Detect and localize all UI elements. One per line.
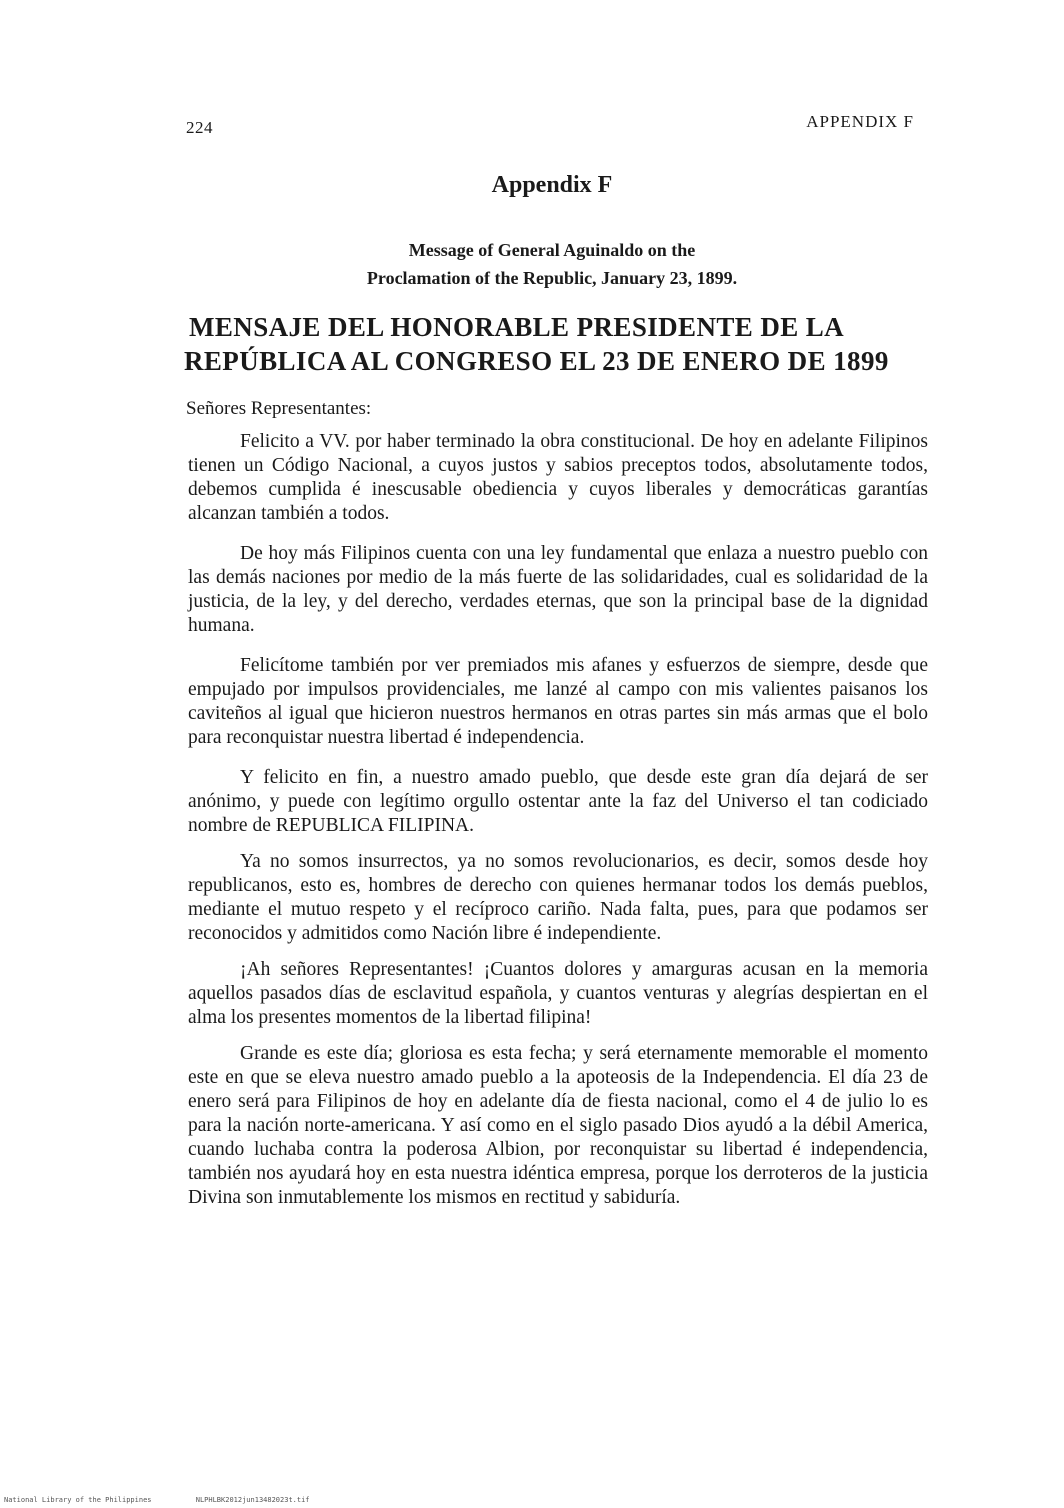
body-text (188, 430, 928, 1226)
paragraph: Felicito a VV. por haber terminado la obra constitucional. De hoy en adelante Filipinos tienen un Código Nacional, a cuyos justos y sabios preceptos todos, absolutamente todos, debemos cumplida é inescusable obediencia y cuyos liberales y democráticas garantías alcanzan también a todos. (188, 431, 928, 524)
paragraph: Y felicito en fin, a nuestro amado pueblo, que desde este gran día dejará de ser anónimo, y puede con legítimo orgullo ostentar ante la faz del Universo el tan codiciado nombre de REPUBLICA FILIPINA. (188, 767, 928, 836)
running-title: APPENDIX F (806, 112, 914, 131)
subtitle-line-1: Message of General Aguinaldo on the (408, 240, 696, 260)
scan-footer (4, 1496, 310, 1504)
appendix-title: Appendix F (491, 172, 613, 198)
footer-file-code: NLPHLBK2012jun13482023t.tif (195, 1496, 310, 1504)
mensaje-heading (184, 310, 934, 378)
footer-source: National Library of the Philippines (4, 1496, 152, 1504)
salutation: Señores Representantes: (186, 398, 372, 419)
paragraph: De hoy más Filipinos cuenta con una ley fundamental que enlaza a nuestro pueblo con las demás naciones por medio de la más fuerte de las solidaridades, cual es solidaridad de la justicia, de la ley, y del derecho, verdades eternas, que son la principal base de la dignidad humana. (188, 543, 928, 636)
page-number: 224 (186, 118, 213, 137)
subtitle-line-2: Proclamation of the Republic, January 23, 1899. (366, 268, 738, 288)
paragraph: ¡Ah señores Representantes! ¡Cuantos dolores y amarguras acusan en la memoria aquellos pasados días de esclavitud española, y cuantos venturas y alegrías despiertan en el alma los presentes momentos de la libertad filipina! (188, 959, 928, 1028)
mensaje-heading-line-1: MENSAJE DEL HONORABLE PRESIDENTE DE LA (189, 312, 845, 342)
mensaje-heading-line-2: REPÚBLICA AL CONGRESO EL 23 DE ENERO DE 1899 (184, 346, 889, 376)
paragraph: Grande es este día; gloriosa es esta fecha; y será eternamente memorable el momento este en que se eleva nuestro amado pueblo a la apoteosis de la Independencia. El día 23 de enero será para Filipinos de hoy en adelante día de fiesta nacional, como el 4 de julio lo es para la nación norte-americana. Y así como en el siglo pasado Dios ayudó a la débil America, cuando luchaba contra la poderosa Albion, por reconquistar su libertad é independencia, también nos ayudará hoy en esta nuestra idéntica empresa, porque los derroteros de la justicia Divina son inmutablemente los mismos en rectitud y sabiduría. (188, 1043, 928, 1208)
subtitle (0, 236, 1064, 292)
paragraph: Ya no somos insurrectos, ya no somos revolucionarios, es decir, somos desde hoy republicanos, esto es, hombres de derecho con quienes hermanar todos los demás pueblos, mediante el mutuo respeto y el recíproco cariño. Nada falta, pues, para que podamos ser reconocidos y admitidos como Nación libre é independiente. (188, 851, 928, 944)
paragraph: Felicítome también por ver premiados mis afanes y esfuerzos de siempre, desde que empujado por impulsos providenciales, me lanzé al campo con mis valientes paisanos los caviteños al igual que hicieron nuestros hermanos en otras partes sin más armas que el bolo para reconquistar nuestra libertad é independencia. (188, 655, 928, 748)
